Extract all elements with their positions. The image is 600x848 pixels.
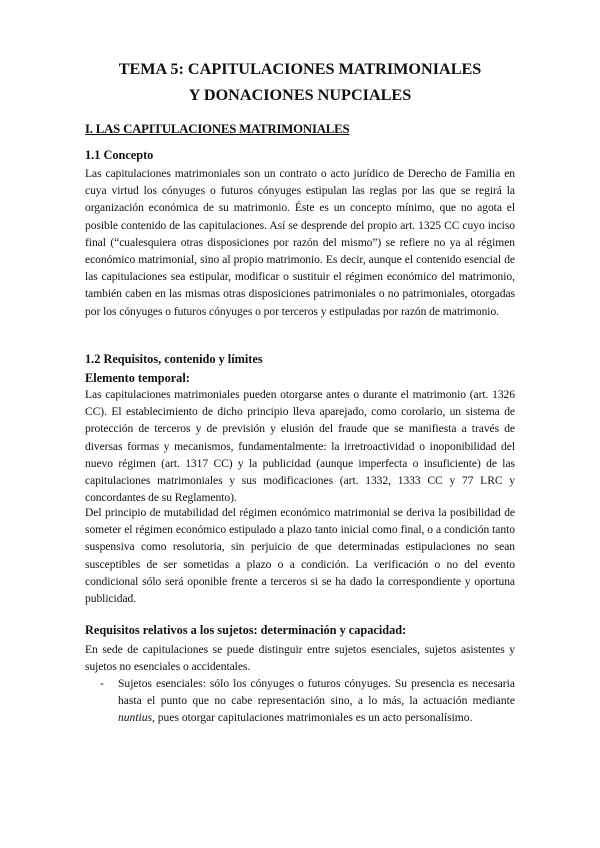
concepto-heading: 1.1 Concepto: [85, 148, 154, 162]
list-item-text-end: pues otorgar capitulaciones matrimoniales es un acto personalísimo.: [154, 712, 473, 725]
document-title: [60, 56, 540, 108]
title-line-1: TEMA 5: CAPITULACIONES MATRIMONIALES: [118, 60, 482, 78]
list-dash: -: [100, 678, 104, 690]
title-line-2: Y DONACIONES NUPCIALES: [188, 86, 412, 104]
section-heading: I. LAS CAPITULACIONES MATRIMONIALES: [85, 122, 350, 136]
concepto-paragraph: Las capitulaciones matrimoniales son un contrato o acto jurídico de Derecho de Familia en cuya virtud los cónyuges o futuros cónyuges estipulan las reglas por las que se regirá la organización económica de su matrimonio. Éste es un concepto mínimo, que no agota el posible contenido de las capitulaciones. Así se desprende del propio art. 1325 CC cuyo inciso final (“cualesquiera otras disposiciones por razón del mismo”) se refiere no ya al régimen económico matrimonial, sino al propio matrimonio. Es decir, aunque el contenido esencial de las capitulaciones sea estipular, modificar o sustituir el régimen económico del matrimonio, también caben en las mismas otras disposiciones patrimoniales o no patrimoniales, otorgadas por los cónyuges o futuros cónyuges o por terceros y estipuladas por razón de matrimonio.: [85, 168, 515, 318]
temporal-paragraph-1: Las capitulaciones matrimoniales pueden otorgarse antes o durante el matrimonio (art. 1326 CC). El establecimiento de dicho principio lleva aparejado, como corolario, un sistema de protección de terceros y de previsión y elusión del fraude que se manifiesta a través de diversas formas y mecanismos, fundamentalmente: la irretroactividad o inoponibilidad del nuevo régimen (art. 1317 CC) y la publicidad (aunque imperfecta o insuficiente) de las capitulaciones matrimoniales y sus modificaciones (art. 1332, 1333 CC y 77 LRC y concordantes de su Reglamento).: [85, 389, 515, 505]
list-item-italic-term: nuntius,: [118, 712, 155, 725]
temporal-paragraph-2: Del principio de mutabilidad del régimen económico matrimonial se deriva la posibilidad de someter el régimen económico estipulado a plazo tanto inicial como final, o a condición tanto suspensiva como resolutoria, sin perjuicio de que determinadas estipulaciones no sean susceptibles de ser sometidas a plazo o a condición. La verificación o no del evento condicional sólo será oponible frente a terceros si se ha dado la correspondiente y oportuna publicidad.: [85, 507, 515, 606]
requisitos-heading: 1.2 Requisitos, contenido y límites: [85, 352, 263, 366]
sujetos-intro-paragraph: En sede de capitulaciones se puede distinguir entre sujetos esenciales, sujetos asistentes y sujetos no esenciales o accidentales.: [85, 644, 515, 674]
sujetos-list: [100, 676, 515, 728]
list-item: [100, 676, 515, 728]
sujetos-heading: Requisitos relativos a los sujetos: determinación y capacidad:: [85, 623, 407, 637]
temporal-heading: Elemento temporal:: [85, 371, 190, 385]
list-item-text: Sujetos esenciales: sólo los cónyuges o futuros cónyuges. Su presencia es necesaria hasta el punto que no cabe representación sino, a lo más, la actuación mediante: [118, 678, 515, 708]
